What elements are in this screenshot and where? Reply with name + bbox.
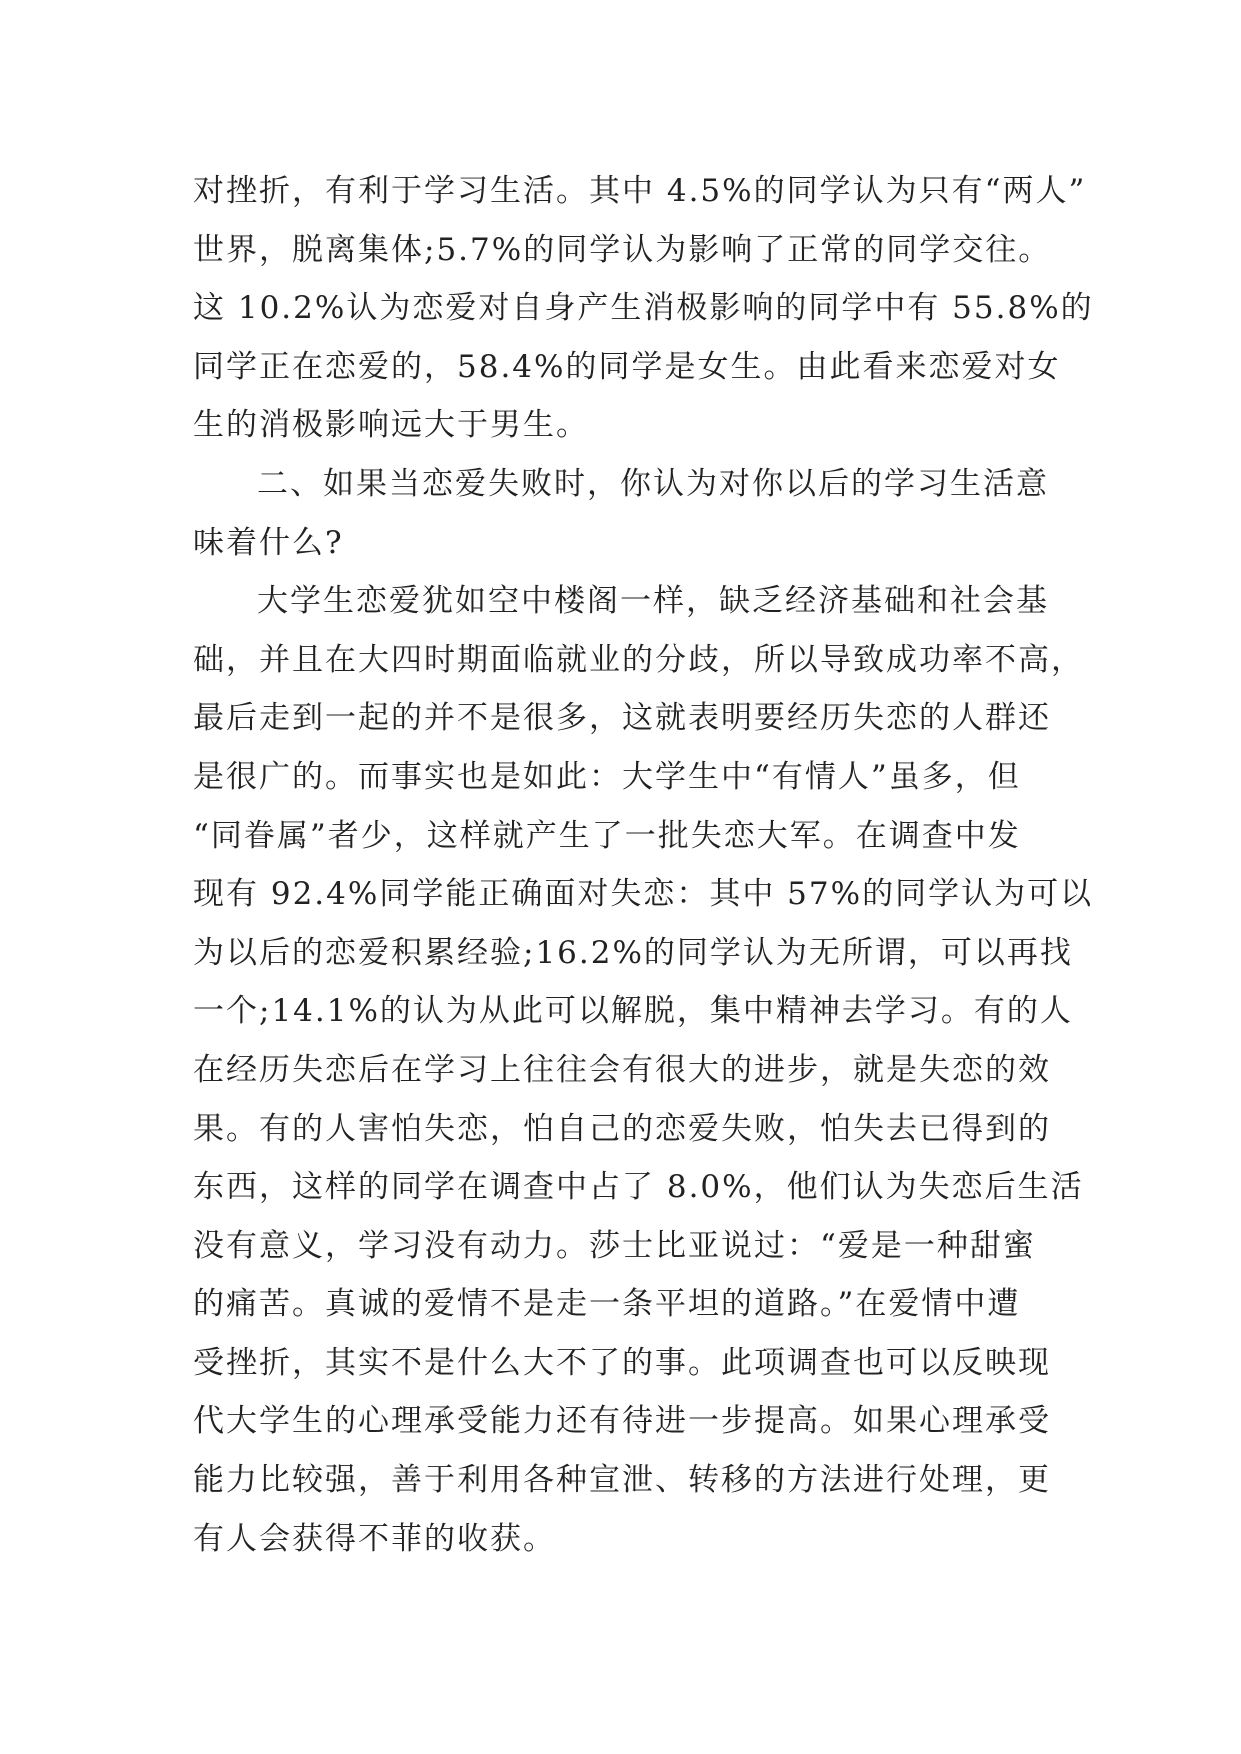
text-line: 味着什么? [193,524,344,561]
text-line: 没有意义，学习没有动力。莎士比亚说过：“爱是一种甜蜜 [193,1227,1036,1264]
body-text [193,162,1094,1568]
text-line: 有人会获得不菲的收获。 [193,1520,556,1557]
section-heading-2 [193,455,1053,572]
text-line: 础，并且在大四时期面临就业的分歧，所以导致成功率不高， [193,641,1084,678]
text-line: 东西，这样的同学在调查中占了 8.0%，他们认为失恋后生活 [193,1169,1084,1206]
text-line: 一个;14.1%的认为从此可以解脱，集中精神去学习。有的人 [193,993,1073,1030]
text-line: 生的消极影响远大于男生。 [193,407,589,444]
text-line: 为以后的恋爱积累经验;16.2%的同学认为无所谓，可以再找 [193,934,1073,971]
text-line: 二、如果当恋爱失败时，你认为对你以后的学习生活意 [257,465,1049,502]
text-line: 大学生恋爱犹如空中楼阁一样，缺乏经济基础和社会基 [257,583,1049,620]
text-line: 这 10.2%认为恋爱对自身产生消极影响的同学中有 55.8%的 [193,290,1094,327]
text-line: 世界，脱离集体;5.7%的同学认为影响了正常的同学交往。 [193,231,1052,268]
paragraph-3 [193,572,1094,1568]
text-line: 的痛苦。真诚的爱情不是走一条平坦的道路。”在爱情中遭 [193,1286,1021,1323]
text-line: 受挫折，其实不是什么大不了的事。此项调查也可以反映现 [193,1344,1051,1381]
text-line: 代大学生的心理承受能力还有待进一步提高。如果心理承受 [193,1403,1051,1440]
text-line: “同眷属”者少，这样就产生了一批失恋大军。在调查中发 [193,817,1021,854]
text-line: 果。有的人害怕失恋，怕自己的恋爱失败，怕失去已得到的 [193,1110,1051,1147]
text-line: 现有 92.4%同学能正确面对失恋：其中 57%的同学认为可以 [193,876,1094,913]
text-line: 在经历失恋后在学习上往往会有很大的进步，就是失恋的效 [193,1051,1051,1088]
text-line: 能力比较强，善于利用各种宣泄、转移的方法进行处理，更 [193,1462,1051,1499]
text-line: 同学正在恋爱的，58.4%的同学是女生。由此看来恋爱对女 [193,348,1061,385]
text-line: 最后走到一起的并不是很多，这就表明要经历失恋的人群还 [193,700,1051,737]
paragraph-1 [193,162,1094,455]
text-line: 对挫折，有利于学习生活。其中 4.5%的同学认为只有“两人” [193,173,1087,209]
text-line: 是很广的。而事实也是如此：大学生中“有情人”虽多，但 [193,758,1021,795]
